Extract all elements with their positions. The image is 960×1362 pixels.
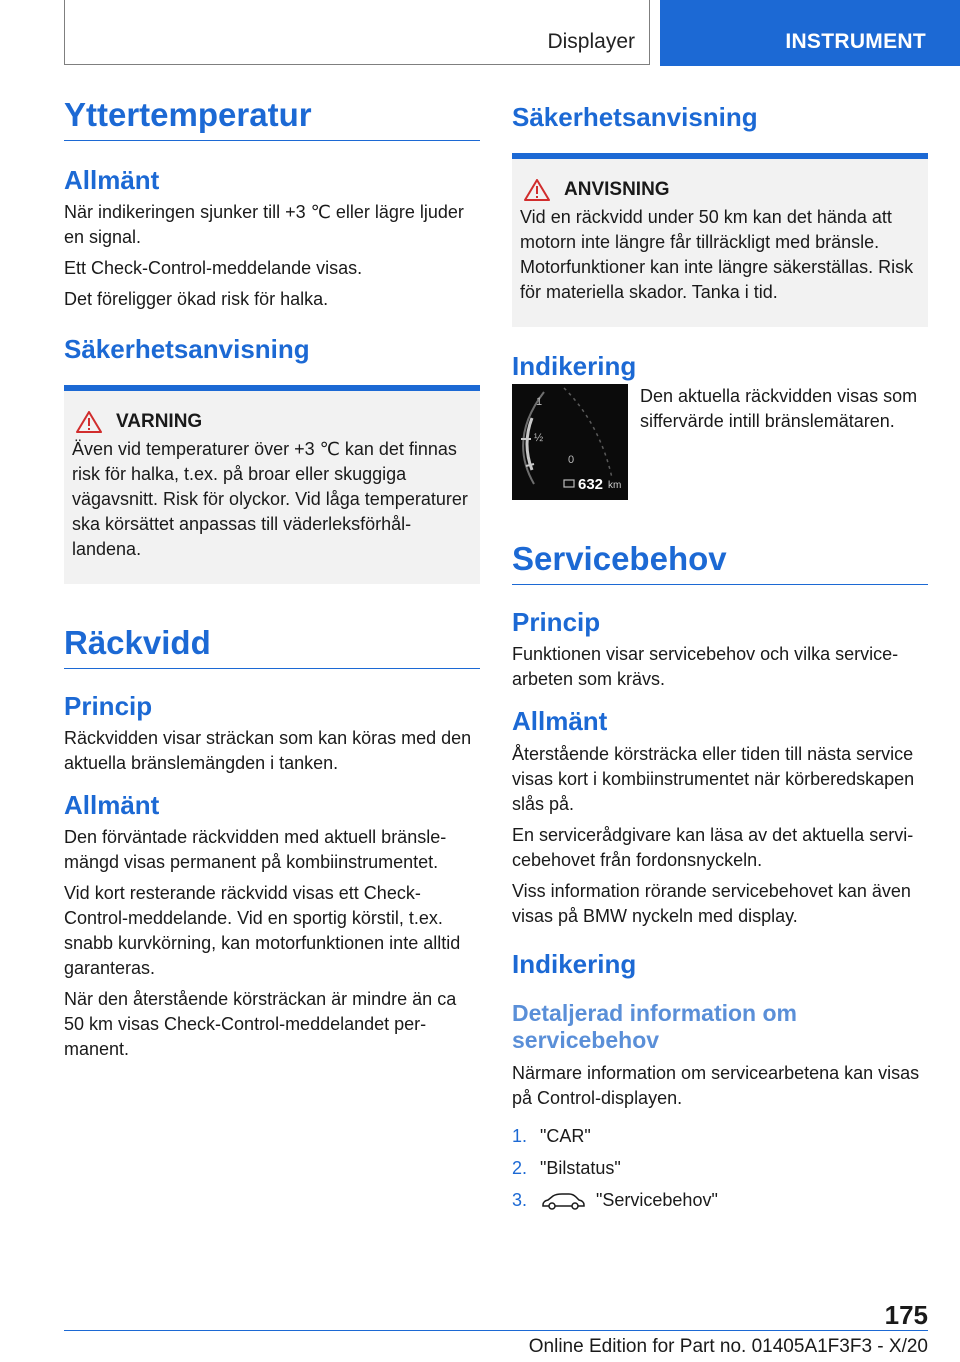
- warning-text: Även vid temperaturer över +3 ℃ kan det finnas risk för halka, t.ex. på broar eller skuggiga vägavsnitt. Risk för olyckor. Vid låga temperaturer ska körsättet anpassas till väderleksförhållandena.: [72, 439, 468, 560]
- step-text: "Bilstatus": [540, 1158, 621, 1179]
- heading-display: Indikering: [512, 948, 637, 979]
- heading-display: Indikering: [512, 351, 637, 381]
- paragraph: En servicerådgivare kan läsa av det aktuella servicebehovet från fordonsnyckeln.: [512, 824, 914, 870]
- heading-general: Allmänt: [512, 706, 608, 737]
- footer-rule: [64, 1330, 928, 1331]
- gauge-tick-half: ½: [534, 432, 544, 445]
- warning-title: [76, 411, 472, 433]
- step-number: 1.: [512, 1126, 528, 1147]
- warning-triangle-icon: [524, 179, 550, 201]
- list-item: [512, 1185, 928, 1217]
- step-text: "Servicebehov": [596, 1190, 718, 1211]
- chapter-tab-label: Displayer: [547, 30, 635, 53]
- page-number: 175: [884, 1300, 928, 1330]
- notice-box: [512, 153, 928, 327]
- paragraph: Räckvidden visar sträckan som kan köras med den aktuella bränslemängden i tanken.: [64, 728, 472, 774]
- edition-note: Online Edition for Part no. 01405A1F3F3 - X/20: [528, 1336, 928, 1357]
- notice-title-text: ANVISNING: [564, 179, 670, 200]
- range-display-figure: [512, 384, 928, 500]
- warning-box: [64, 385, 480, 584]
- range-unit: km: [608, 480, 622, 492]
- paragraph: När indikeringen sjunker till +3 ℃ eller lägre ljuder en signal.: [64, 202, 464, 248]
- heading-range: Räckvidd: [64, 624, 480, 669]
- heading-safety: Säkerhetsanvisning: [64, 334, 310, 365]
- warning-triangle-icon: [76, 411, 102, 433]
- paragraph: Funktionen visar servicebehov och vilka servicearbeten som krävs.: [512, 644, 899, 690]
- list-item: [512, 1153, 928, 1185]
- heading-service-need: Servicebehov: [512, 540, 928, 585]
- paragraph: Ett Check-Control-meddelande visas.: [64, 258, 363, 279]
- paragraph: När den återstående körsträckan är mindre än ca 50 km visas Check-Control-meddelandet permanent.: [64, 989, 457, 1060]
- gauge-tick-0: 0: [568, 454, 575, 467]
- heading-detailed-info: Detaljerad information om servicebehov: [512, 999, 797, 1054]
- paragraph: Vid kort resterande räckvidd visas ett Check-Control-meddelande. Vid en sportig körstil, t.ex. snabb kurvkörning, kan motorfunktionen inte alltid garanteras.: [64, 883, 461, 979]
- heading-safety: Säkerhetsanvisning: [512, 102, 758, 132]
- steps-list: [512, 1121, 928, 1217]
- heading-general: Allmänt: [64, 164, 160, 195]
- step-text: "CAR": [540, 1126, 591, 1147]
- car-icon: [540, 1192, 586, 1210]
- range-value: 632: [578, 476, 604, 494]
- paragraph: Återstående körsträcka eller tiden till nästa service visas kort i kombiinstrumentet när körberedskapen slås på.: [512, 743, 915, 814]
- right-column: [512, 96, 928, 1217]
- gauge-caption: Den aktuella räckvidden visas som siffervärde intill bränslemätaren.: [640, 386, 918, 432]
- heading-principle: Princip: [64, 691, 153, 722]
- paragraph: Det föreligger ökad risk för halka.: [64, 289, 329, 310]
- notice-title: [524, 179, 920, 201]
- heading-outside-temperature: Yttertemperatur: [64, 96, 480, 141]
- paragraph: Viss information rörande servicebehovet kan även visas på BMW nyckeln med display.: [512, 880, 911, 926]
- heading-general: Allmänt: [64, 790, 160, 821]
- section-tab: [660, 0, 960, 66]
- section-tab-label: INSTRUMENT: [785, 30, 926, 53]
- paragraph: Närmare information om servicearbetena kan visas på Control-displayen.: [512, 1062, 920, 1108]
- warning-title-text: VARNING: [116, 411, 203, 433]
- step-number: 2.: [512, 1158, 528, 1179]
- left-column: [64, 96, 480, 1062]
- fuel-gauge-image: [512, 384, 628, 500]
- step-number: 3.: [512, 1190, 528, 1211]
- paragraph: Den förväntade räckvidden med aktuell bränslemängd visas permanent på kombiinstrumentet.: [64, 827, 447, 873]
- chapter-tab: [64, 0, 650, 65]
- heading-principle: Princip: [512, 607, 601, 638]
- list-item: [512, 1121, 928, 1153]
- page-header: [0, 0, 960, 66]
- gauge-tick-1: 1: [536, 396, 543, 409]
- notice-text: Vid en räckvidd under 50 km kan det hända att motorn inte längre får tillräckligt med bränsle. Motorfunktioner kan inte längre säkerställas. Risk för materiella skador. Tanka i tid.: [520, 207, 914, 302]
